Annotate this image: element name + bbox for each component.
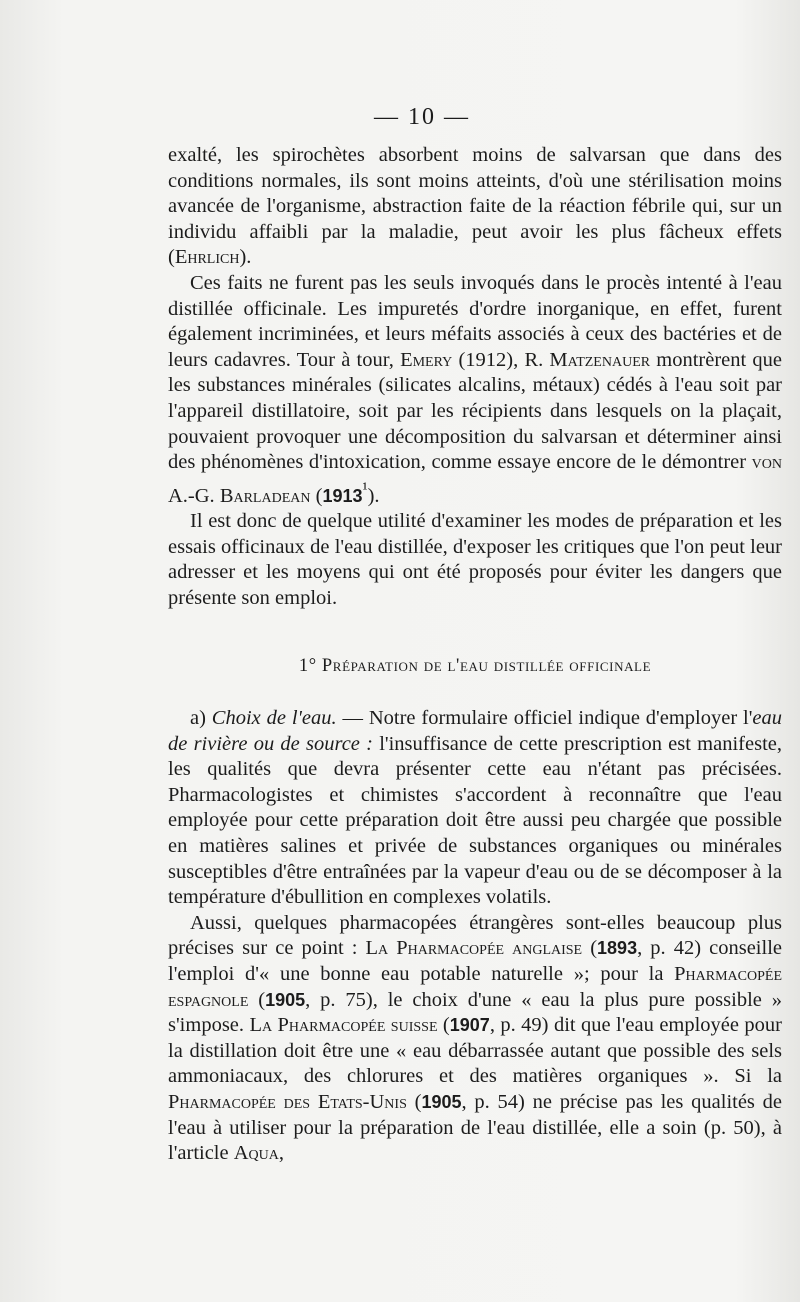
- paragraph-1: exalté, les spirochètes absorbent moins de salvarsan que dans des conditions normales, ils sont moins atteints, d'où une stérilisation moins avancée de l'organisme, abstraction faite de la réaction fébrile qui, sur un individu affaibli par la maladie, peut avoir les plus fâcheux effets (Ehrlich).: [168, 144, 782, 269]
- pharmacopoeia-name: Pharmacopée espagnole: [168, 962, 782, 1011]
- text-block-top: [168, 143, 782, 612]
- author-name: Emery: [400, 348, 453, 371]
- year-ref: 1893: [597, 938, 638, 959]
- year-ref: 1907: [449, 1015, 490, 1036]
- author-name: Ehrlich: [174, 246, 240, 269]
- pharmacopoeia-name: Pharmacopée des Etats-Unis: [168, 1090, 407, 1113]
- section-heading: 1° Préparation de l'eau distillée officinale: [298, 656, 652, 676]
- paragraph-2: Ces faits ne furent pas les seuls invoqués dans le procès intenté à l'eau distillée officinale. Les impuretés d'ordre inorganique, en effet, furent également incriminées, et leurs méfaits associés à ceux des bactéries et de leurs cadavres. Tour à tour, Emery (1912), R. Matzenauer montrèrent que les substances minérales (silicates alcalins, métaux) cédés à l'eau soit par l'appareil distillatoire, soit par les récipients dans lesquels on la plaçait, pouvaient provoquer une décomposition du salvarsan et déterminer ainsi des phénomènes d'intoxication, comme essaye encore de le démontrer von A.-G. Barladean $(1913^{^1})$.: [168, 271, 782, 507]
- footnote-marker: ¹: [362, 478, 368, 498]
- text-block-bottom: [168, 706, 782, 1167]
- year-ref: 1905: [265, 989, 306, 1010]
- pharmacopoeia-name: La Pharmacopée suisse: [249, 1014, 438, 1037]
- year-ref: 1913: [322, 485, 363, 506]
- paragraph-4: a) Choix de l'eau. — Notre formulaire officiel indique d'employer l'eau de rivière ou de source : l'insuffisance de cette prescription est manifeste, les qualités que devra présenter cette eau n'étant pas précisées. Pharmacologistes et chimistes s'accordent à reconnaître que l'eau employée pour cette préparation doit être aussi peu chargée que possible en matières salines et privée de substances organiques ou minérales susceptibles d'être entraînées par la vapeur d'eau ou de se décomposer à la température d'ébullition en complexes volatils.: [168, 707, 783, 909]
- author-name: R. Matzenauer: [524, 348, 651, 371]
- subsection-title: Choix de l'eau.: [211, 707, 337, 729]
- paragraph-5: Aussi, quelques pharmacopées étrangères sont-elles beaucoup plus précises sur ce point : La Pharmacopée anglaise (1893, p. 42) conseille l'emploi d'« une bonne eau potable naturelle »; pour la Pharmacopée espagnole (1905, p. 75), le choix d'une « eau la plus pure possible » s'impose. La Pharmacopée suisse (1907, p. 49) dit que l'eau employée pour la distillation doit être une « eau débarrassée autant que possible des sels ammoniacaux, des chlorures et des matières organiques ». Si la Pharmacopée des Etats-Unis (1905, p. 54) ne précise pas les qualités de l'eau à utiliser pour la préparation de l'eau distillée, elle a soin (p. 50), à l'article Aqua,: [168, 911, 783, 1165]
- author-name: Barladean: [219, 484, 311, 507]
- page-number: — 10 —: [374, 104, 470, 130]
- paragraph-3: Il est donc de quelque utilité d'examiner les modes de préparation et les essais officinaux de l'eau distillée, d'exposer les critiques que l'on peut leur adresser et les moyens qui ont été proposés pour éviter les dangers que présente son emploi.: [168, 510, 782, 609]
- pharmacopoeia-name: La Pharmacopée anglaise: [365, 937, 583, 960]
- year-ref: 1905: [421, 1091, 462, 1112]
